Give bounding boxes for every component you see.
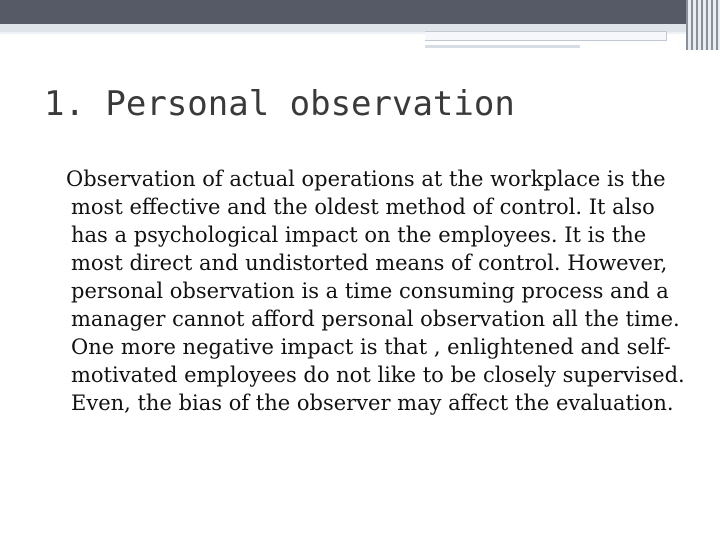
slide-title: 1. Personal observation bbox=[44, 84, 515, 124]
header-accent-box bbox=[425, 31, 667, 41]
header-accent-line bbox=[425, 45, 580, 48]
header-stripes-decoration bbox=[686, 0, 720, 50]
header-band bbox=[0, 0, 720, 24]
slide-body-text: Observation of actual operations at the workplace is the most effective and the oldest method of control. It also has a psychological impact on the employees. It is the most direct and undistorted means of control. However, personal observation is a time consuming process and a manager cannot afford personal observation all the time. One more negative impact is that , enlightened and self-motivated employees do not like to be closely supervised. Even, the bias of the observer may affect the evaluation. bbox=[66, 167, 685, 415]
